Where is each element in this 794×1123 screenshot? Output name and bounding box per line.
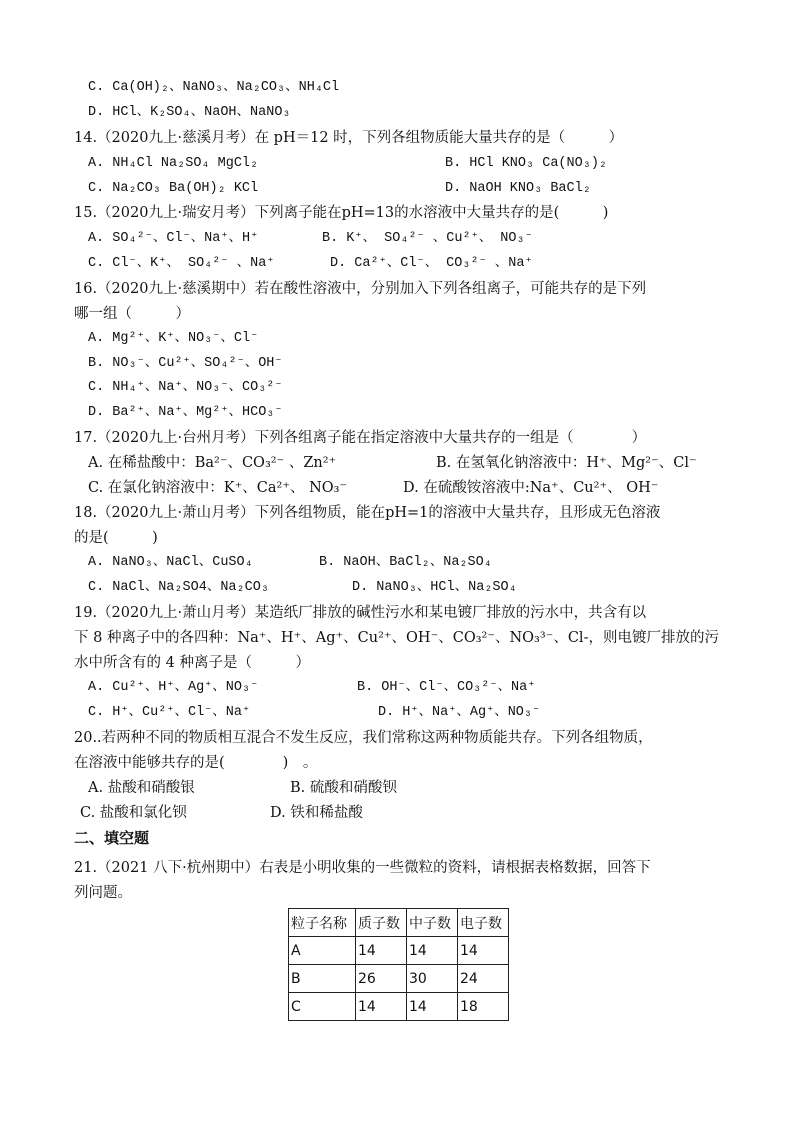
option-c-line: C. Ca(OH)₂、NaNO₃、Na₂CO₃、NH₄Cl xyxy=(88,80,340,95)
q20-option-c: C. 盐酸和氯化钡 xyxy=(80,805,187,821)
q15-option-c: C. Cl⁻、K⁺、 SO₄²⁻ 、Na⁺ xyxy=(88,256,275,271)
table-header-cell: 电子数 xyxy=(458,909,509,937)
table-row xyxy=(289,993,509,1021)
q17-option-d: D. 在硫酸铵溶液中:Na⁺、Cu²⁺、 OH⁻ xyxy=(403,480,659,496)
q14-option-d: D. NaOH KNO₃ BaCl₂ xyxy=(445,181,591,196)
q16-option-c: C. NH₄⁺、Na⁺、NO₃⁻、CO₃²⁻ xyxy=(88,380,283,395)
question-16-cont: 哪一组（ ） xyxy=(74,306,190,322)
table-cell: C xyxy=(289,993,356,1021)
table-cell: 14 xyxy=(407,993,458,1021)
question-19-cont: 下 8 种离子中的各四种：Na⁺、H⁺、Ag⁺、Cu²⁺、OH⁻、CO₃²⁻、NO₃³⁻、Cl-，则电镀厂排放的污 xyxy=(74,630,719,646)
q18-option-a: A. NaNO₃、NaCl、CuSO₄ xyxy=(88,555,253,570)
table-cell: 14 xyxy=(356,993,407,1021)
q19-option-b: B. OH⁻、Cl⁻、CO₃²⁻、Na⁺ xyxy=(357,680,536,695)
question-19: 19.（2020九上·萧山月考）某造纸厂排放的碱性污水和某电镀厂排放的污水中，共含有以 xyxy=(74,605,647,621)
q15-option-b: B. K⁺、 SO₄²⁻ 、Cu²⁺、 NO₃⁻ xyxy=(322,231,533,246)
particle-table xyxy=(288,908,509,1021)
q16-option-b: B. NO₃⁻、Cu²⁺、SO₄²⁻、OH⁻ xyxy=(88,356,283,371)
table-cell: 26 xyxy=(356,965,407,993)
table-cell: 14 xyxy=(356,937,407,965)
section-heading: 二、填空题 xyxy=(74,829,150,847)
question-20-cont: 在溶液中能够共存的是( ) 。 xyxy=(74,755,318,771)
q20-option-d: D. 铁和稀盐酸 xyxy=(270,805,363,821)
table-row xyxy=(289,965,509,993)
question-21-cont: 列问题。 xyxy=(74,885,132,901)
question-16: 16.（2020九上·慈溪期中）若在酸性溶液中，分别加入下列各组离子，可能共存的是下列 xyxy=(74,281,647,297)
q19-option-d: D. H⁺、Na⁺、Ag⁺、NO₃⁻ xyxy=(378,705,541,720)
question-15: 15.（2020九上·瑞安月考）下列离子能在pH=13的水溶液中大量共存的是( ) xyxy=(74,205,609,221)
q19-option-c: C. H⁺、Cu²⁺、Cl⁻、Na⁺ xyxy=(88,705,251,720)
q20-option-a: A. 盐酸和硝酸银 xyxy=(88,780,195,796)
q19-option-a: A. Cu²⁺、H⁺、Ag⁺、NO₃⁻ xyxy=(88,680,259,695)
q15-option-d: D. Ca²⁺、Cl⁻、 CO₃²⁻ 、Na⁺ xyxy=(330,256,533,271)
question-19-cont2: 水中所含有的 4 种离子是（ ） xyxy=(74,655,310,671)
table-cell: A xyxy=(289,937,356,965)
question-14: 14.（2020九上·慈溪月考）在 pH＝12 时，下列各组物质能大量共存的是（ ） xyxy=(74,130,624,146)
question-17: 17.（2020九上·台州月考）下列各组离子能在指定溶液中大量共存的一组是（ ） xyxy=(74,430,647,446)
question-20: 20..若两种不同的物质相互混合不发生反应，我们常称这两种物质能共存。下列各组物质， xyxy=(74,730,653,746)
q18-option-c: C. NaCl、Na₂SO4、Na₂CO₃ xyxy=(88,580,269,595)
table-cell: 30 xyxy=(407,965,458,993)
q15-option-a: A. SO₄²⁻、Cl⁻、Na⁺、H⁺ xyxy=(88,231,259,246)
question-18-cont: 的是( ) xyxy=(74,530,158,546)
q16-option-d: D. Ba²⁺、Na⁺、Mg²⁺、HCO₃⁻ xyxy=(88,405,283,420)
q17-option-b: B. 在氢氧化钠溶液中：H⁺、Mg²⁻、Cl⁻ xyxy=(436,455,697,471)
table-header-row xyxy=(289,909,509,937)
question-21: 21.（2021 八下·杭州期中）右表是小明收集的一些微粒的资料，请根据表格数据，回答下 xyxy=(74,860,651,876)
table-cell: 18 xyxy=(458,993,509,1021)
q16-option-a: A. Mg²⁺、K⁺、NO₃⁻、Cl⁻ xyxy=(88,331,259,346)
q14-option-c: C. Na₂CO₃ Ba(OH)₂ KCl xyxy=(88,181,259,196)
table-header-cell: 粒子名称 xyxy=(289,909,356,937)
q20-option-b: B. 硫酸和硝酸钡 xyxy=(290,780,397,796)
question-18: 18.（2020九上·萧山月考）下列各组物质，能在pH=1的溶液中大量共存，且形成无色溶液 xyxy=(74,505,661,521)
table-cell: B xyxy=(289,965,356,993)
table-cell: 14 xyxy=(458,937,509,965)
table-header-cell: 中子数 xyxy=(407,909,458,937)
q17-option-c: C. 在氯化钠溶液中：K⁺、Ca²⁺、 NO₃⁻ xyxy=(88,480,348,496)
table-row xyxy=(289,937,509,965)
table-cell: 14 xyxy=(407,937,458,965)
q18-option-b: B. NaOH、BaCl₂、Na₂SO₄ xyxy=(319,555,492,570)
table-cell: 24 xyxy=(458,965,509,993)
q18-option-d: D. NaNO₃、HCl、Na₂SO₄ xyxy=(352,580,517,595)
q14-option-b: B. HCl KNO₃ Ca(NO₃)₂ xyxy=(445,156,608,171)
q14-option-a: A. NH₄Cl Na₂SO₄ MgCl₂ xyxy=(88,156,259,171)
table-header-cell: 质子数 xyxy=(356,909,407,937)
option-d-line: D. HCl、K₂SO₄、NaOH、NaNO₃ xyxy=(88,105,291,120)
q17-option-a: A. 在稀盐酸中：Ba²⁻、CO₃²⁻ 、Zn²⁺ xyxy=(88,455,337,471)
